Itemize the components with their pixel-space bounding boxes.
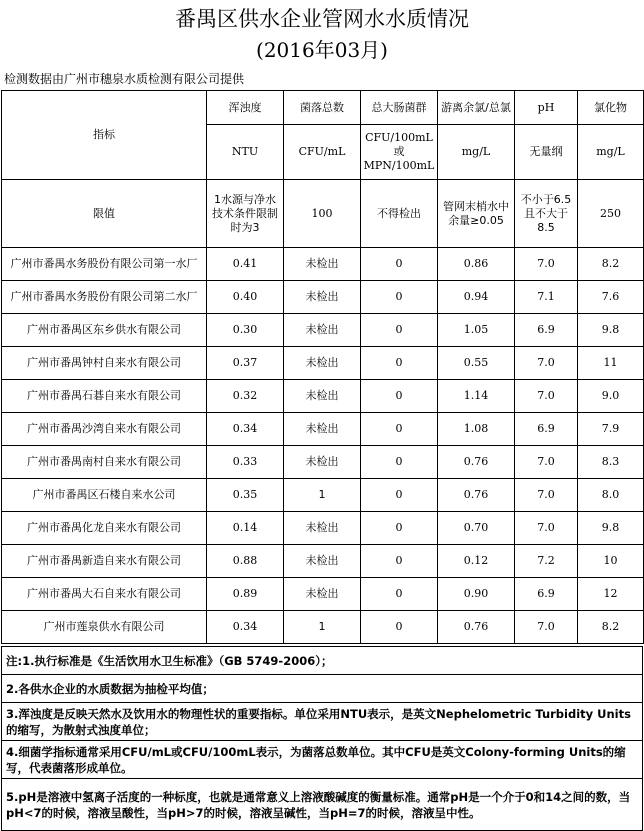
colonies-cell: 未检出: [284, 413, 361, 446]
table-row: [2, 446, 644, 479]
table-row: [2, 611, 644, 644]
chlorine-cell: 0.55: [438, 347, 515, 380]
turbidity-cell: 0.37: [207, 347, 284, 380]
ph-cell: 7.0: [515, 479, 578, 512]
unit-cell: mg/L: [438, 125, 515, 180]
colonies-cell: 未检出: [284, 545, 361, 578]
unit-cell: CFU/100mL或MPN/100mL: [361, 125, 438, 180]
coliform-cell: 0: [361, 347, 438, 380]
coliform-cell: 0: [361, 314, 438, 347]
company-name-cell: 广州市番禺区东乡供水有限公司: [2, 314, 207, 347]
chloride-cell: 7.9: [578, 413, 644, 446]
company-name-cell: 广州市番禺钟村自来水有限公司: [2, 347, 207, 380]
notes-table: [1, 646, 643, 831]
table-row: [2, 347, 644, 380]
limit-cell: 不得检出: [361, 180, 438, 248]
ph-cell: 7.0: [515, 380, 578, 413]
table-row: [2, 578, 644, 611]
colonies-cell: 未检出: [284, 578, 361, 611]
table-row: [2, 314, 644, 347]
chlorine-cell: 0.86: [438, 248, 515, 281]
colonies-cell: 未检出: [284, 446, 361, 479]
table-row: [2, 479, 644, 512]
column-header: 总大肠菌群: [361, 91, 438, 125]
ph-cell: 7.0: [515, 512, 578, 545]
note-item: 4.细菌学指标通常采用CFU/mL或CFU/100mL表示，为菌落总数单位。其中CFU是英文Colony-forming Units的缩写，代表菌落形成单位。: [2, 741, 643, 779]
chloride-cell: 12: [578, 578, 644, 611]
colonies-cell: 未检出: [284, 248, 361, 281]
chloride-cell: 10: [578, 545, 644, 578]
coliform-cell: 0: [361, 413, 438, 446]
limit-cell: 管网末梢水中 余量≥0.05: [438, 180, 515, 248]
limit-cell: 1水源与净水技术条件限制时为3: [207, 180, 284, 248]
page-title: 番禺区供水企业管网水水质情况: [175, 7, 469, 31]
chlorine-cell: 0.12: [438, 545, 515, 578]
turbidity-cell: 0.35: [207, 479, 284, 512]
header-row-names: [2, 91, 644, 125]
coliform-cell: 0: [361, 512, 438, 545]
note-item: 3.浑浊度是反映天然水及饮用水的物理性状的重要指标。单位采用NTU表示，是英文Nephelometric Turbidity Units的缩写，为散射式浊度单位；: [2, 703, 643, 741]
turbidity-cell: 0.34: [207, 611, 284, 644]
ph-cell: 7.0: [515, 446, 578, 479]
note-item: 注:1.执行标准是《生活饮用水卫生标准》（GB 5749-2006）；: [2, 647, 643, 675]
column-header: pH: [515, 91, 578, 125]
table-row: [2, 413, 644, 446]
turbidity-cell: 0.30: [207, 314, 284, 347]
table-row: [2, 281, 644, 314]
company-name-cell: 广州市番禺石碁自来水有限公司: [2, 380, 207, 413]
data-source-note: 检测数据由广州市穗泉水质检测有限公司提供: [4, 72, 245, 86]
ph-cell: 7.0: [515, 347, 578, 380]
limit-row: [2, 180, 644, 248]
coliform-cell: 0: [361, 281, 438, 314]
chloride-cell: 9.8: [578, 512, 644, 545]
company-name-cell: 广州市番禺水务股份有限公司第二水厂: [2, 281, 207, 314]
indicator-header: 指标: [2, 91, 207, 180]
column-header: 菌落总数: [284, 91, 361, 125]
table-row: [2, 512, 644, 545]
colonies-cell: 1: [284, 479, 361, 512]
turbidity-cell: 0.14: [207, 512, 284, 545]
coliform-cell: 0: [361, 578, 438, 611]
unit-cell: CFU/mL: [284, 125, 361, 180]
limit-cell: 100: [284, 180, 361, 248]
turbidity-cell: 0.32: [207, 380, 284, 413]
colonies-cell: 未检出: [284, 314, 361, 347]
ph-cell: 7.1: [515, 281, 578, 314]
limit-cell: 不小于6.5且不大于8.5: [515, 180, 578, 248]
company-name-cell: 广州市番禺水务股份有限公司第一水厂: [2, 248, 207, 281]
water-quality-table: [1, 90, 644, 644]
colonies-cell: 未检出: [284, 380, 361, 413]
chloride-cell: 8.2: [578, 248, 644, 281]
ph-cell: 7.0: [515, 611, 578, 644]
ph-cell: 6.9: [515, 314, 578, 347]
ph-cell: 7.0: [515, 248, 578, 281]
chlorine-cell: 1.05: [438, 314, 515, 347]
chloride-cell: 8.3: [578, 446, 644, 479]
company-name-cell: 广州市莲泉供水有限公司: [2, 611, 207, 644]
coliform-cell: 0: [361, 446, 438, 479]
turbidity-cell: 0.89: [207, 578, 284, 611]
ph-cell: 7.2: [515, 545, 578, 578]
unit-cell: 无量纲: [515, 125, 578, 180]
chloride-cell: 8.0: [578, 479, 644, 512]
company-name-cell: 广州市番禺大石自来水有限公司: [2, 578, 207, 611]
limit-label: 限值: [2, 180, 207, 248]
coliform-cell: 0: [361, 248, 438, 281]
chlorine-cell: 0.76: [438, 446, 515, 479]
chlorine-cell: 0.76: [438, 611, 515, 644]
unit-cell: NTU: [207, 125, 284, 180]
table-row: [2, 380, 644, 413]
chloride-cell: 8.2: [578, 611, 644, 644]
turbidity-cell: 0.34: [207, 413, 284, 446]
limit-cell: 250: [578, 180, 644, 248]
chloride-cell: 9.8: [578, 314, 644, 347]
chlorine-cell: 0.94: [438, 281, 515, 314]
turbidity-cell: 0.88: [207, 545, 284, 578]
ph-cell: 6.9: [515, 413, 578, 446]
note-item: 2.各供水企业的水质数据为抽检平均值；: [2, 675, 643, 703]
column-header: 浑浊度: [207, 91, 284, 125]
data-rows: [2, 248, 644, 644]
chloride-cell: 11: [578, 347, 644, 380]
coliform-cell: 0: [361, 611, 438, 644]
chlorine-cell: 1.08: [438, 413, 515, 446]
chlorine-cell: 0.90: [438, 578, 515, 611]
colonies-cell: 未检出: [284, 347, 361, 380]
note-item: 5.pH是溶液中氢离子活度的一种标度，也就是通常意义上溶液酸碱度的衡量标准。通常pH是一个介于0和14之间的数，当pH<7的时候，溶液呈酸性，当pH>7的时候，溶液呈碱性，当pH=7的时候，溶液呈中性。: [2, 779, 643, 831]
coliform-cell: 0: [361, 545, 438, 578]
turbidity-cell: 0.41: [207, 248, 284, 281]
chlorine-cell: 0.76: [438, 479, 515, 512]
company-name-cell: 广州市番禺沙湾自来水有限公司: [2, 413, 207, 446]
page-subtitle: (2016年03月): [256, 38, 388, 62]
company-name-cell: 广州市番禺化龙自来水有限公司: [2, 512, 207, 545]
column-header: 氯化物: [578, 91, 644, 125]
company-name-cell: 广州市番禺南村自来水有限公司: [2, 446, 207, 479]
colonies-cell: 未检出: [284, 512, 361, 545]
chloride-cell: 9.0: [578, 380, 644, 413]
chlorine-cell: 1.14: [438, 380, 515, 413]
chloride-cell: 7.6: [578, 281, 644, 314]
company-name-cell: 广州市番禺新造自来水有限公司: [2, 545, 207, 578]
chlorine-cell: 0.70: [438, 512, 515, 545]
turbidity-cell: 0.33: [207, 446, 284, 479]
ph-cell: 6.9: [515, 578, 578, 611]
table-row: [2, 545, 644, 578]
unit-cell: mg/L: [578, 125, 644, 180]
colonies-cell: 1: [284, 611, 361, 644]
coliform-cell: 0: [361, 479, 438, 512]
column-header: 游离余氯/总氯: [438, 91, 515, 125]
turbidity-cell: 0.40: [207, 281, 284, 314]
coliform-cell: 0: [361, 380, 438, 413]
colonies-cell: 未检出: [284, 281, 361, 314]
table-row: [2, 248, 644, 281]
company-name-cell: 广州市番禺区石楼自来水公司: [2, 479, 207, 512]
